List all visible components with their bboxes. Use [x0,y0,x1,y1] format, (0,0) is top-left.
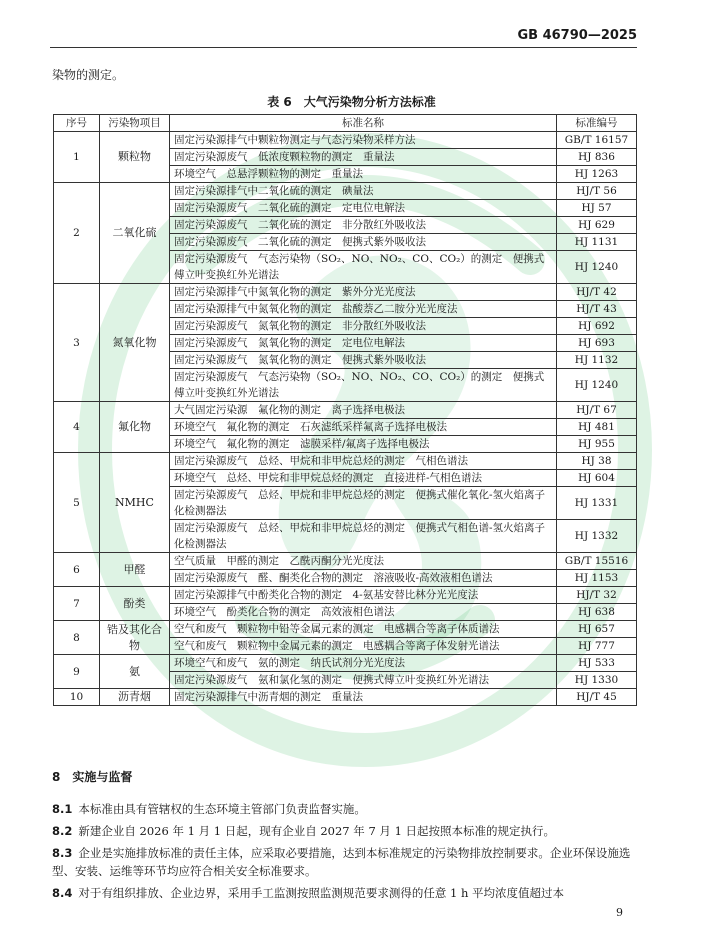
row-number-cell: 2 [54,183,100,284]
paragraph-text: 本标准由具有管辖权的生态环境主管部门负责监督实施。 [78,802,366,816]
paragraph [52,800,642,818]
pollutant-cell: 二氧化硫 [100,183,170,284]
row-number-cell: 7 [54,587,100,621]
standard-code-cell: HJ 1240 [557,251,637,284]
standard-code-cell: HJ 1240 [557,369,637,402]
standard-code-cell: HJ 692 [557,318,637,335]
paragraph-number: 8.4 [52,886,73,900]
standard-code-cell: HJ 836 [557,149,637,166]
standard-name-cell: 固定污染源废气 氮氧化物的测定 非分散红外吸收法 [170,318,557,335]
standard-name-cell: 固定污染源废气 气态污染物（SO₂、NO、NO₂、CO、CO₂）的测定 便携式傅立叶变换红外光谱法 [170,251,557,284]
pollutant-cell: 甲醛 [100,553,170,587]
header-standard-name: 标准名称 [170,115,557,132]
table-row [54,621,637,638]
standard-code-cell: HJ 657 [557,621,637,638]
pollutant-cell: NMHC [100,453,170,553]
page-number: 9 [616,906,623,919]
table-row [54,132,637,149]
standard-code-cell: GB/T 15516 [557,553,637,570]
standard-name-cell: 固定污染源废气 总烃、甲烷和非甲烷总烃的测定 便携式催化氧化-氢火焰离子化检测器法 [170,487,557,520]
paragraph-text: 企业是实施排放标准的责任主体，应采取必要措施，达到本标准规定的污染物排放控制要求。企业环保设施选型、安装、运维等环节均应符合相关安全标准要求。 [52,846,631,878]
standard-name-cell: 环境空气 总烃、甲烷和非甲烷总烃的测定 直接进样-气相色谱法 [170,470,557,487]
section-title: 8 实施与监督 [52,770,133,784]
standard-code-cell: HJ 693 [557,335,637,352]
pollutant-cell: 氨 [100,655,170,689]
pollutant-cell: 锆及其化合物 [100,621,170,655]
standard-name-cell: 固定污染源排气中氮氧化物的测定 盐酸萘乙二胺分光光度法 [170,301,557,318]
standard-code-cell: HJ 777 [557,638,637,655]
standard-code-cell: HJ 1132 [557,352,637,369]
pollutant-cell: 氟化物 [100,402,170,453]
standard-name-cell: 固定污染源排气中二氧化硫的测定 碘量法 [170,183,557,200]
standard-name-cell: 固定污染源排气中颗粒物测定与气态污染物采样方法 [170,132,557,149]
table-row [54,183,637,200]
standard-code-cell: HJ 955 [557,436,637,453]
paragraph-text: 新建企业自 2026 年 1 月 1 日起，现有企业自 2027 年 7 月 1 日起按照本标准的规定执行。 [78,824,556,838]
paragraph [52,844,642,880]
row-number-cell: 1 [54,132,100,183]
standard-name-cell: 固定污染源废气 二氧化硫的测定 定电位电解法 [170,200,557,217]
standard-code-cell: HJ 38 [557,453,637,470]
standard-code-cell: HJ 1153 [557,570,637,587]
row-number-cell: 9 [54,655,100,689]
standard-name-cell: 环境空气和废气 氨的测定 纳氏试剂分光光度法 [170,655,557,672]
standard-code-cell: HJ 1331 [557,487,637,520]
standard-code-cell: HJ 1263 [557,166,637,183]
paragraph-number: 8.1 [52,802,73,816]
paragraph [52,884,642,902]
table-body [54,132,637,706]
standard-name-cell: 固定污染源废气 二氧化硫的测定 非分散红外吸收法 [170,217,557,234]
header-standard-code: 标准编号 [557,115,637,132]
standard-name-cell: 环境空气 酚类化合物的测定 高效液相色谱法 [170,604,557,621]
standard-name-cell: 大气固定污染源 氟化物的测定 离子选择电极法 [170,402,557,419]
standard-name-cell: 空气质量 甲醛的测定 乙酰丙酮分光光度法 [170,553,557,570]
table-row [54,689,637,706]
analysis-methods-table [53,114,637,706]
table-row [54,655,637,672]
standard-code-cell: HJ 604 [557,470,637,487]
intro-text: 染物的测定。 [52,68,125,82]
standard-name-cell: 固定污染源废气 二氧化硫的测定 便携式紫外吸收法 [170,234,557,251]
row-number-cell: 5 [54,453,100,553]
standard-code-header: GB 46790—2025 [517,28,637,43]
standard-code-cell: HJ 629 [557,217,637,234]
table-header-row [54,115,637,132]
pollutant-cell: 酚类 [100,587,170,621]
table-row [54,284,637,301]
row-number-cell: 3 [54,284,100,402]
pollutant-cell: 颗粒物 [100,132,170,183]
standard-name-cell: 固定污染源排气中酚类化合物的测定 4-氨基安替比林分光光度法 [170,587,557,604]
standard-name-cell: 固定污染源废气 总烃、甲烷和非甲烷总烃的测定 气相色谱法 [170,453,557,470]
standard-name-cell: 固定污染源废气 总烃、甲烷和非甲烷总烃的测定 便携式气相色谱-氢火焰离子化检测器法 [170,520,557,553]
standard-code-cell: HJ 481 [557,419,637,436]
paragraph [52,822,642,840]
header-pollutant: 污染物项目 [100,115,170,132]
standard-name-cell: 固定污染源废气 氮氧化物的测定 定电位电解法 [170,335,557,352]
standard-code-cell: HJ/T 67 [557,402,637,419]
standard-name-cell: 固定污染源废气 气态污染物（SO₂、NO、NO₂、CO、CO₂）的测定 便携式傅立叶变换红外光谱法 [170,369,557,402]
standard-code-cell: HJ/T 56 [557,183,637,200]
standard-code-cell: HJ/T 43 [557,301,637,318]
standard-name-cell: 空气和废气 颗粒物中金属元素的测定 电感耦合等离子体发射光谱法 [170,638,557,655]
standard-code-cell: HJ/T 45 [557,689,637,706]
table-title: 表 6 大气污染物分析方法标准 [267,95,436,109]
standard-name-cell: 固定污染源排气中氮氧化物的测定 紫外分光光度法 [170,284,557,301]
standard-code-cell: HJ/T 32 [557,587,637,604]
table-row [54,587,637,604]
pollutant-cell: 沥青烟 [100,689,170,706]
standard-code-cell: HJ 1332 [557,520,637,553]
paragraph-text: 对于有组织排放、企业边界，采用手工监测按照监测规范要求测得的任意 1 h 平均浓度值超过本 [78,886,565,900]
standard-name-cell: 固定污染源废气 低浓度颗粒物的测定 重量法 [170,149,557,166]
table-row [54,553,637,570]
table-row [54,453,637,470]
standard-name-cell: 固定污染源废气 醛、酮类化合物的测定 溶液吸收-高效液相色谱法 [170,570,557,587]
standard-code-cell: GB/T 16157 [557,132,637,149]
standard-name-cell: 固定污染源排气中沥青烟的测定 重量法 [170,689,557,706]
standard-code-cell: HJ 1131 [557,234,637,251]
standard-code-cell: HJ/T 42 [557,284,637,301]
standard-code-cell: HJ 638 [557,604,637,621]
paragraph-number: 8.2 [52,824,73,838]
row-number-cell: 10 [54,689,100,706]
standard-name-cell: 固定污染源废气 氮氧化物的测定 便携式紫外吸收法 [170,352,557,369]
row-number-cell: 8 [54,621,100,655]
pollutant-cell: 氮氧化物 [100,284,170,402]
paragraph-number: 8.3 [52,846,73,860]
row-number-cell: 6 [54,553,100,587]
standard-code-cell: HJ 1330 [557,672,637,689]
standard-name-cell: 环境空气 氟化物的测定 滤膜采样/氟离子选择电极法 [170,436,557,453]
row-number-cell: 4 [54,402,100,453]
standard-name-cell: 固定污染源废气 氨和氯化氢的测定 便携式傅立叶变换红外光谱法 [170,672,557,689]
standard-code-cell: HJ 533 [557,655,637,672]
standard-name-cell: 空气和废气 颗粒物中铅等金属元素的测定 电感耦合等离子体质谱法 [170,621,557,638]
standard-name-cell: 环境空气 总悬浮颗粒物的测定 重量法 [170,166,557,183]
table-row [54,402,637,419]
standard-name-cell: 环境空气 氟化物的测定 石灰滤纸采样氟离子选择电极法 [170,419,557,436]
standard-code-cell: HJ 57 [557,200,637,217]
header-num: 序号 [54,115,100,132]
header-rule [50,47,637,48]
